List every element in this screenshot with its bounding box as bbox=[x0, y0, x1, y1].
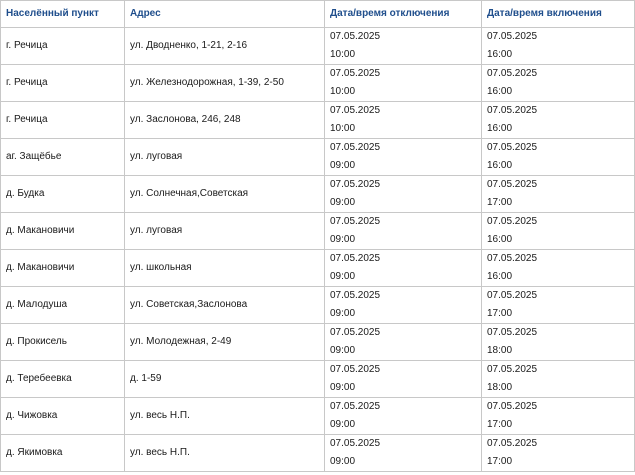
table-row bbox=[1, 250, 635, 287]
off-time: 09:00 bbox=[330, 345, 356, 356]
on-date: 07.05.2025 bbox=[487, 31, 538, 42]
cell-settlement: д. Прокисель bbox=[1, 324, 125, 361]
off-time: 09:00 bbox=[330, 160, 356, 171]
on-time: 16:00 bbox=[487, 271, 513, 282]
cell-address: ул. Молодежная, 2-49 bbox=[125, 324, 325, 361]
cell-on-datetime bbox=[482, 28, 635, 65]
off-date: 07.05.2025 bbox=[330, 216, 381, 227]
cell-off-datetime bbox=[325, 435, 482, 472]
off-date: 07.05.2025 bbox=[330, 401, 381, 412]
cell-settlement: г. Речица bbox=[1, 28, 125, 65]
off-time: 10:00 bbox=[330, 86, 356, 97]
table-header bbox=[1, 1, 635, 28]
cell-off-datetime bbox=[325, 398, 482, 435]
on-time: 16:00 bbox=[487, 49, 513, 60]
cell-on-datetime bbox=[482, 324, 635, 361]
cell-settlement: д. Макановичи bbox=[1, 213, 125, 250]
cell-off-datetime bbox=[325, 361, 482, 398]
cell-settlement: д. Макановичи bbox=[1, 250, 125, 287]
header-on-datetime: Дата/время включения bbox=[482, 1, 635, 28]
off-date: 07.05.2025 bbox=[330, 364, 381, 375]
cell-on-datetime bbox=[482, 139, 635, 176]
on-date: 07.05.2025 bbox=[487, 216, 538, 227]
cell-address: ул. Солнечная,Советская bbox=[125, 176, 325, 213]
off-time: 10:00 bbox=[330, 123, 356, 134]
table-row bbox=[1, 65, 635, 102]
table-row bbox=[1, 176, 635, 213]
off-time: 09:00 bbox=[330, 308, 356, 319]
off-date: 07.05.2025 bbox=[330, 253, 381, 264]
cell-off-datetime bbox=[325, 287, 482, 324]
cell-on-datetime bbox=[482, 250, 635, 287]
on-date: 07.05.2025 bbox=[487, 105, 538, 116]
cell-off-datetime bbox=[325, 65, 482, 102]
table-row bbox=[1, 213, 635, 250]
table-row bbox=[1, 287, 635, 324]
cell-settlement: д. Малодуша bbox=[1, 287, 125, 324]
on-time: 16:00 bbox=[487, 234, 513, 245]
cell-on-datetime bbox=[482, 287, 635, 324]
table-row bbox=[1, 324, 635, 361]
cell-settlement: аг. Защёбье bbox=[1, 139, 125, 176]
on-time: 17:00 bbox=[487, 197, 513, 208]
header-settlement: Населённый пункт bbox=[1, 1, 125, 28]
cell-on-datetime bbox=[482, 65, 635, 102]
on-date: 07.05.2025 bbox=[487, 253, 538, 264]
on-time: 18:00 bbox=[487, 382, 513, 393]
cell-off-datetime bbox=[325, 102, 482, 139]
off-date: 07.05.2025 bbox=[330, 31, 381, 42]
on-date: 07.05.2025 bbox=[487, 68, 538, 79]
on-date: 07.05.2025 bbox=[487, 401, 538, 412]
cell-address: ул. весь Н.П. bbox=[125, 435, 325, 472]
cell-on-datetime bbox=[482, 102, 635, 139]
off-time: 09:00 bbox=[330, 271, 356, 282]
table-row bbox=[1, 361, 635, 398]
cell-on-datetime bbox=[482, 176, 635, 213]
on-date: 07.05.2025 bbox=[487, 142, 538, 153]
cell-address: ул. Советская,Заслонова bbox=[125, 287, 325, 324]
header-row bbox=[1, 1, 635, 28]
on-date: 07.05.2025 bbox=[487, 327, 538, 338]
cell-address: ул. луговая bbox=[125, 213, 325, 250]
off-time: 09:00 bbox=[330, 197, 356, 208]
off-time: 10:00 bbox=[330, 49, 356, 60]
on-time: 17:00 bbox=[487, 419, 513, 430]
cell-settlement: д. Якимовка bbox=[1, 435, 125, 472]
cell-on-datetime bbox=[482, 361, 635, 398]
table-row bbox=[1, 102, 635, 139]
cell-address: ул. луговая bbox=[125, 139, 325, 176]
cell-on-datetime bbox=[482, 398, 635, 435]
on-date: 07.05.2025 bbox=[487, 438, 538, 449]
cell-address: ул. школьная bbox=[125, 250, 325, 287]
off-date: 07.05.2025 bbox=[330, 327, 381, 338]
on-date: 07.05.2025 bbox=[487, 364, 538, 375]
cell-off-datetime bbox=[325, 176, 482, 213]
cell-settlement: д. Теребеевка bbox=[1, 361, 125, 398]
table-body bbox=[1, 28, 635, 472]
cell-off-datetime bbox=[325, 324, 482, 361]
cell-settlement: д. Чижовка bbox=[1, 398, 125, 435]
off-time: 09:00 bbox=[330, 456, 356, 467]
cell-off-datetime bbox=[325, 213, 482, 250]
table-row bbox=[1, 398, 635, 435]
table-row bbox=[1, 435, 635, 472]
table-row bbox=[1, 28, 635, 65]
on-time: 17:00 bbox=[487, 308, 513, 319]
on-time: 17:00 bbox=[487, 456, 513, 467]
cell-address: ул. Заслонова, 246, 248 bbox=[125, 102, 325, 139]
off-time: 09:00 bbox=[330, 382, 356, 393]
cell-off-datetime bbox=[325, 139, 482, 176]
cell-off-datetime bbox=[325, 250, 482, 287]
cell-settlement: г. Речица bbox=[1, 65, 125, 102]
table-row bbox=[1, 139, 635, 176]
off-date: 07.05.2025 bbox=[330, 142, 381, 153]
off-date: 07.05.2025 bbox=[330, 290, 381, 301]
on-time: 18:00 bbox=[487, 345, 513, 356]
cell-on-datetime bbox=[482, 213, 635, 250]
on-date: 07.05.2025 bbox=[487, 179, 538, 190]
on-date: 07.05.2025 bbox=[487, 290, 538, 301]
off-date: 07.05.2025 bbox=[330, 105, 381, 116]
cell-address: д. 1-59 bbox=[125, 361, 325, 398]
on-time: 16:00 bbox=[487, 160, 513, 171]
off-date: 07.05.2025 bbox=[330, 179, 381, 190]
cell-address: ул. весь Н.П. bbox=[125, 398, 325, 435]
cell-settlement: д. Будка bbox=[1, 176, 125, 213]
cell-settlement: г. Речица bbox=[1, 102, 125, 139]
off-date: 07.05.2025 bbox=[330, 438, 381, 449]
off-time: 09:00 bbox=[330, 419, 356, 430]
header-off-datetime: Дата/время отключения bbox=[325, 1, 482, 28]
off-date: 07.05.2025 bbox=[330, 68, 381, 79]
cell-address: ул. Дводненко, 1-21, 2-16 bbox=[125, 28, 325, 65]
off-time: 09:00 bbox=[330, 234, 356, 245]
cell-on-datetime bbox=[482, 435, 635, 472]
header-address: Адрес bbox=[125, 1, 325, 28]
cell-off-datetime bbox=[325, 28, 482, 65]
on-time: 16:00 bbox=[487, 123, 513, 134]
cell-address: ул. Железнодорожная, 1-39, 2-50 bbox=[125, 65, 325, 102]
on-time: 16:00 bbox=[487, 86, 513, 97]
